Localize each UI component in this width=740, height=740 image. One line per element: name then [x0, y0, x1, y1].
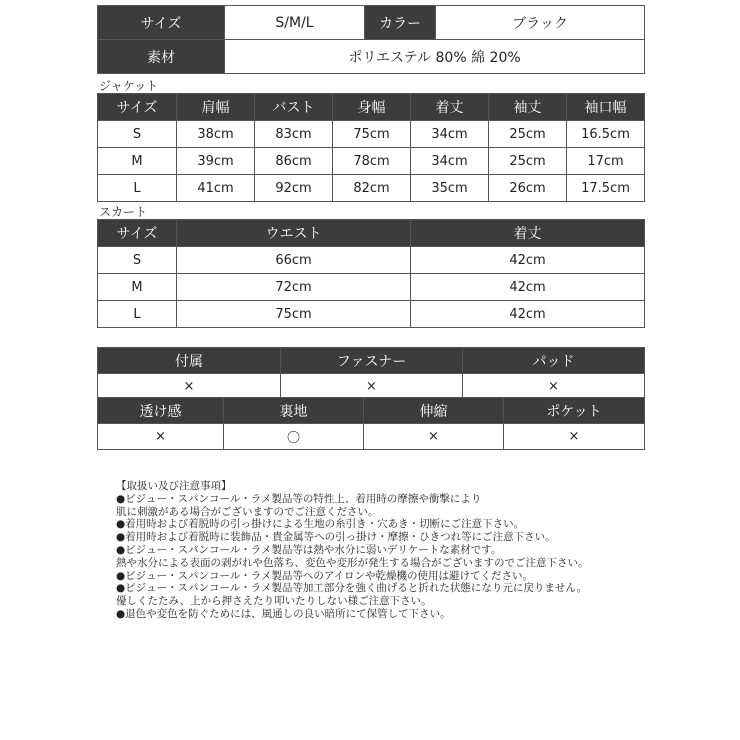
- column-header: 袖丈: [489, 94, 567, 121]
- table-cell: 35cm: [411, 175, 489, 202]
- column-header: サイズ: [98, 94, 177, 121]
- table-row: [98, 274, 645, 301]
- note-line: ●ビジュー・スパンコール・ラメ製品等加工部分を強く曲げると折れた状態になり元に戻りません。: [116, 582, 588, 595]
- product-summary-table: [97, 5, 645, 74]
- note-line: ●退色や変色を防ぐためには、風通しの良い暗所にて保管して下さい。: [116, 607, 451, 620]
- table-cell: 41cm: [177, 175, 255, 202]
- table-cell: S: [98, 247, 177, 274]
- sheerness-value: ×: [98, 424, 224, 450]
- column-header: 着丈: [411, 220, 645, 247]
- features-table-1: [97, 347, 645, 400]
- note-line: 優しくたたみ、上から押さえたり叩いたりしない様ご注意下さい。: [116, 595, 432, 608]
- table-cell: 38cm: [177, 121, 255, 148]
- zipper-value: ×: [281, 374, 463, 400]
- table-cell: 92cm: [255, 175, 333, 202]
- color-label: カラー: [365, 6, 436, 40]
- table-cell: S: [98, 121, 177, 148]
- note-line: ●ビジュー・スパンコール・ラメ製品等の特性上、着用時の摩擦や衝撃により: [116, 492, 482, 505]
- table-cell: 78cm: [333, 148, 411, 175]
- pocket-header: ポケット: [504, 398, 645, 424]
- table-row: [98, 175, 645, 202]
- table-row: [98, 121, 645, 148]
- pad-header: パッド: [463, 348, 645, 374]
- table-cell: L: [98, 301, 177, 328]
- jacket-size-table: [97, 93, 645, 202]
- note-line: ●着用時および着脱時に装飾品・貴金属等への引っ掛け・摩擦・ひきつれ等にご注意下さい。: [116, 531, 556, 544]
- table-cell: 39cm: [177, 148, 255, 175]
- stretch-value: ×: [364, 424, 504, 450]
- lining-value: 〇: [224, 424, 364, 450]
- table-cell: M: [98, 274, 177, 301]
- table-cell: 34cm: [411, 148, 489, 175]
- column-header: ウエスト: [177, 220, 411, 247]
- sheerness-header: 透け感: [98, 398, 224, 424]
- jacket-header-row: [98, 94, 645, 121]
- skirt-caption: スカート: [99, 205, 148, 219]
- note-line: ●着用時および着脱時の引っ掛けによる生地の糸引き・穴あき・切断にご注意下さい。: [116, 518, 525, 531]
- jacket-caption: ジャケット: [99, 79, 159, 93]
- table-cell: 86cm: [255, 148, 333, 175]
- pocket-value: ×: [504, 424, 645, 450]
- table-cell: 34cm: [411, 121, 489, 148]
- column-header: 肩幅: [177, 94, 255, 121]
- table-cell: 42cm: [411, 301, 645, 328]
- table-row: [98, 301, 645, 328]
- table-cell: 26cm: [489, 175, 567, 202]
- size-label: サイズ: [98, 6, 225, 40]
- size-value: S/M/L: [225, 6, 365, 40]
- note-line: ●ビジュー・スパンコール・ラメ製品等は熱や水分に弱いデリケートな素材です。: [116, 543, 502, 556]
- material-label: 素材: [98, 40, 225, 74]
- table-row: [98, 247, 645, 274]
- table-cell: 75cm: [333, 121, 411, 148]
- notes-heading: 【取扱い及び注意事項】: [116, 480, 232, 492]
- zipper-header: ファスナー: [281, 348, 463, 374]
- table-cell: 25cm: [489, 148, 567, 175]
- stretch-header: 伸縮: [364, 398, 504, 424]
- table-cell: 16.5cm: [567, 121, 645, 148]
- note-line: 肌に刺激がある場合がございますのでご注意ください。: [116, 505, 379, 518]
- table-cell: 72cm: [177, 274, 411, 301]
- table-cell: 17.5cm: [567, 175, 645, 202]
- features-table-2: [97, 397, 645, 450]
- column-header: サイズ: [98, 220, 177, 247]
- table-cell: 75cm: [177, 301, 411, 328]
- note-line: ●ビジュー・スパンコール・ラメ製品等へのアイロンや乾燥機の使用は避けてください。: [116, 569, 533, 582]
- table-cell: 42cm: [411, 274, 645, 301]
- table-cell: 17cm: [567, 148, 645, 175]
- material-value: ポリエステル 80% 綿 20%: [225, 40, 645, 74]
- table-cell: 82cm: [333, 175, 411, 202]
- table-cell: 83cm: [255, 121, 333, 148]
- accessory-value: ×: [98, 374, 281, 400]
- lining-header: 裏地: [224, 398, 364, 424]
- column-header: バスト: [255, 94, 333, 121]
- table-cell: 66cm: [177, 247, 411, 274]
- column-header: 着丈: [411, 94, 489, 121]
- pad-value: ×: [463, 374, 645, 400]
- care-notes: [116, 480, 636, 621]
- table-cell: M: [98, 148, 177, 175]
- accessory-header: 付属: [98, 348, 281, 374]
- column-header: 身幅: [333, 94, 411, 121]
- color-value: ブラック: [436, 6, 645, 40]
- skirt-header-row: [98, 220, 645, 247]
- table-cell: L: [98, 175, 177, 202]
- note-line: 熱や水分による表面の剥がれや色落ち、変色や変形が発生する場合がございますのでご注意下さい。: [116, 556, 589, 569]
- table-cell: 25cm: [489, 121, 567, 148]
- column-header: 袖口幅: [567, 94, 645, 121]
- table-cell: 42cm: [411, 247, 645, 274]
- table-row: [98, 148, 645, 175]
- skirt-size-table: [97, 219, 645, 328]
